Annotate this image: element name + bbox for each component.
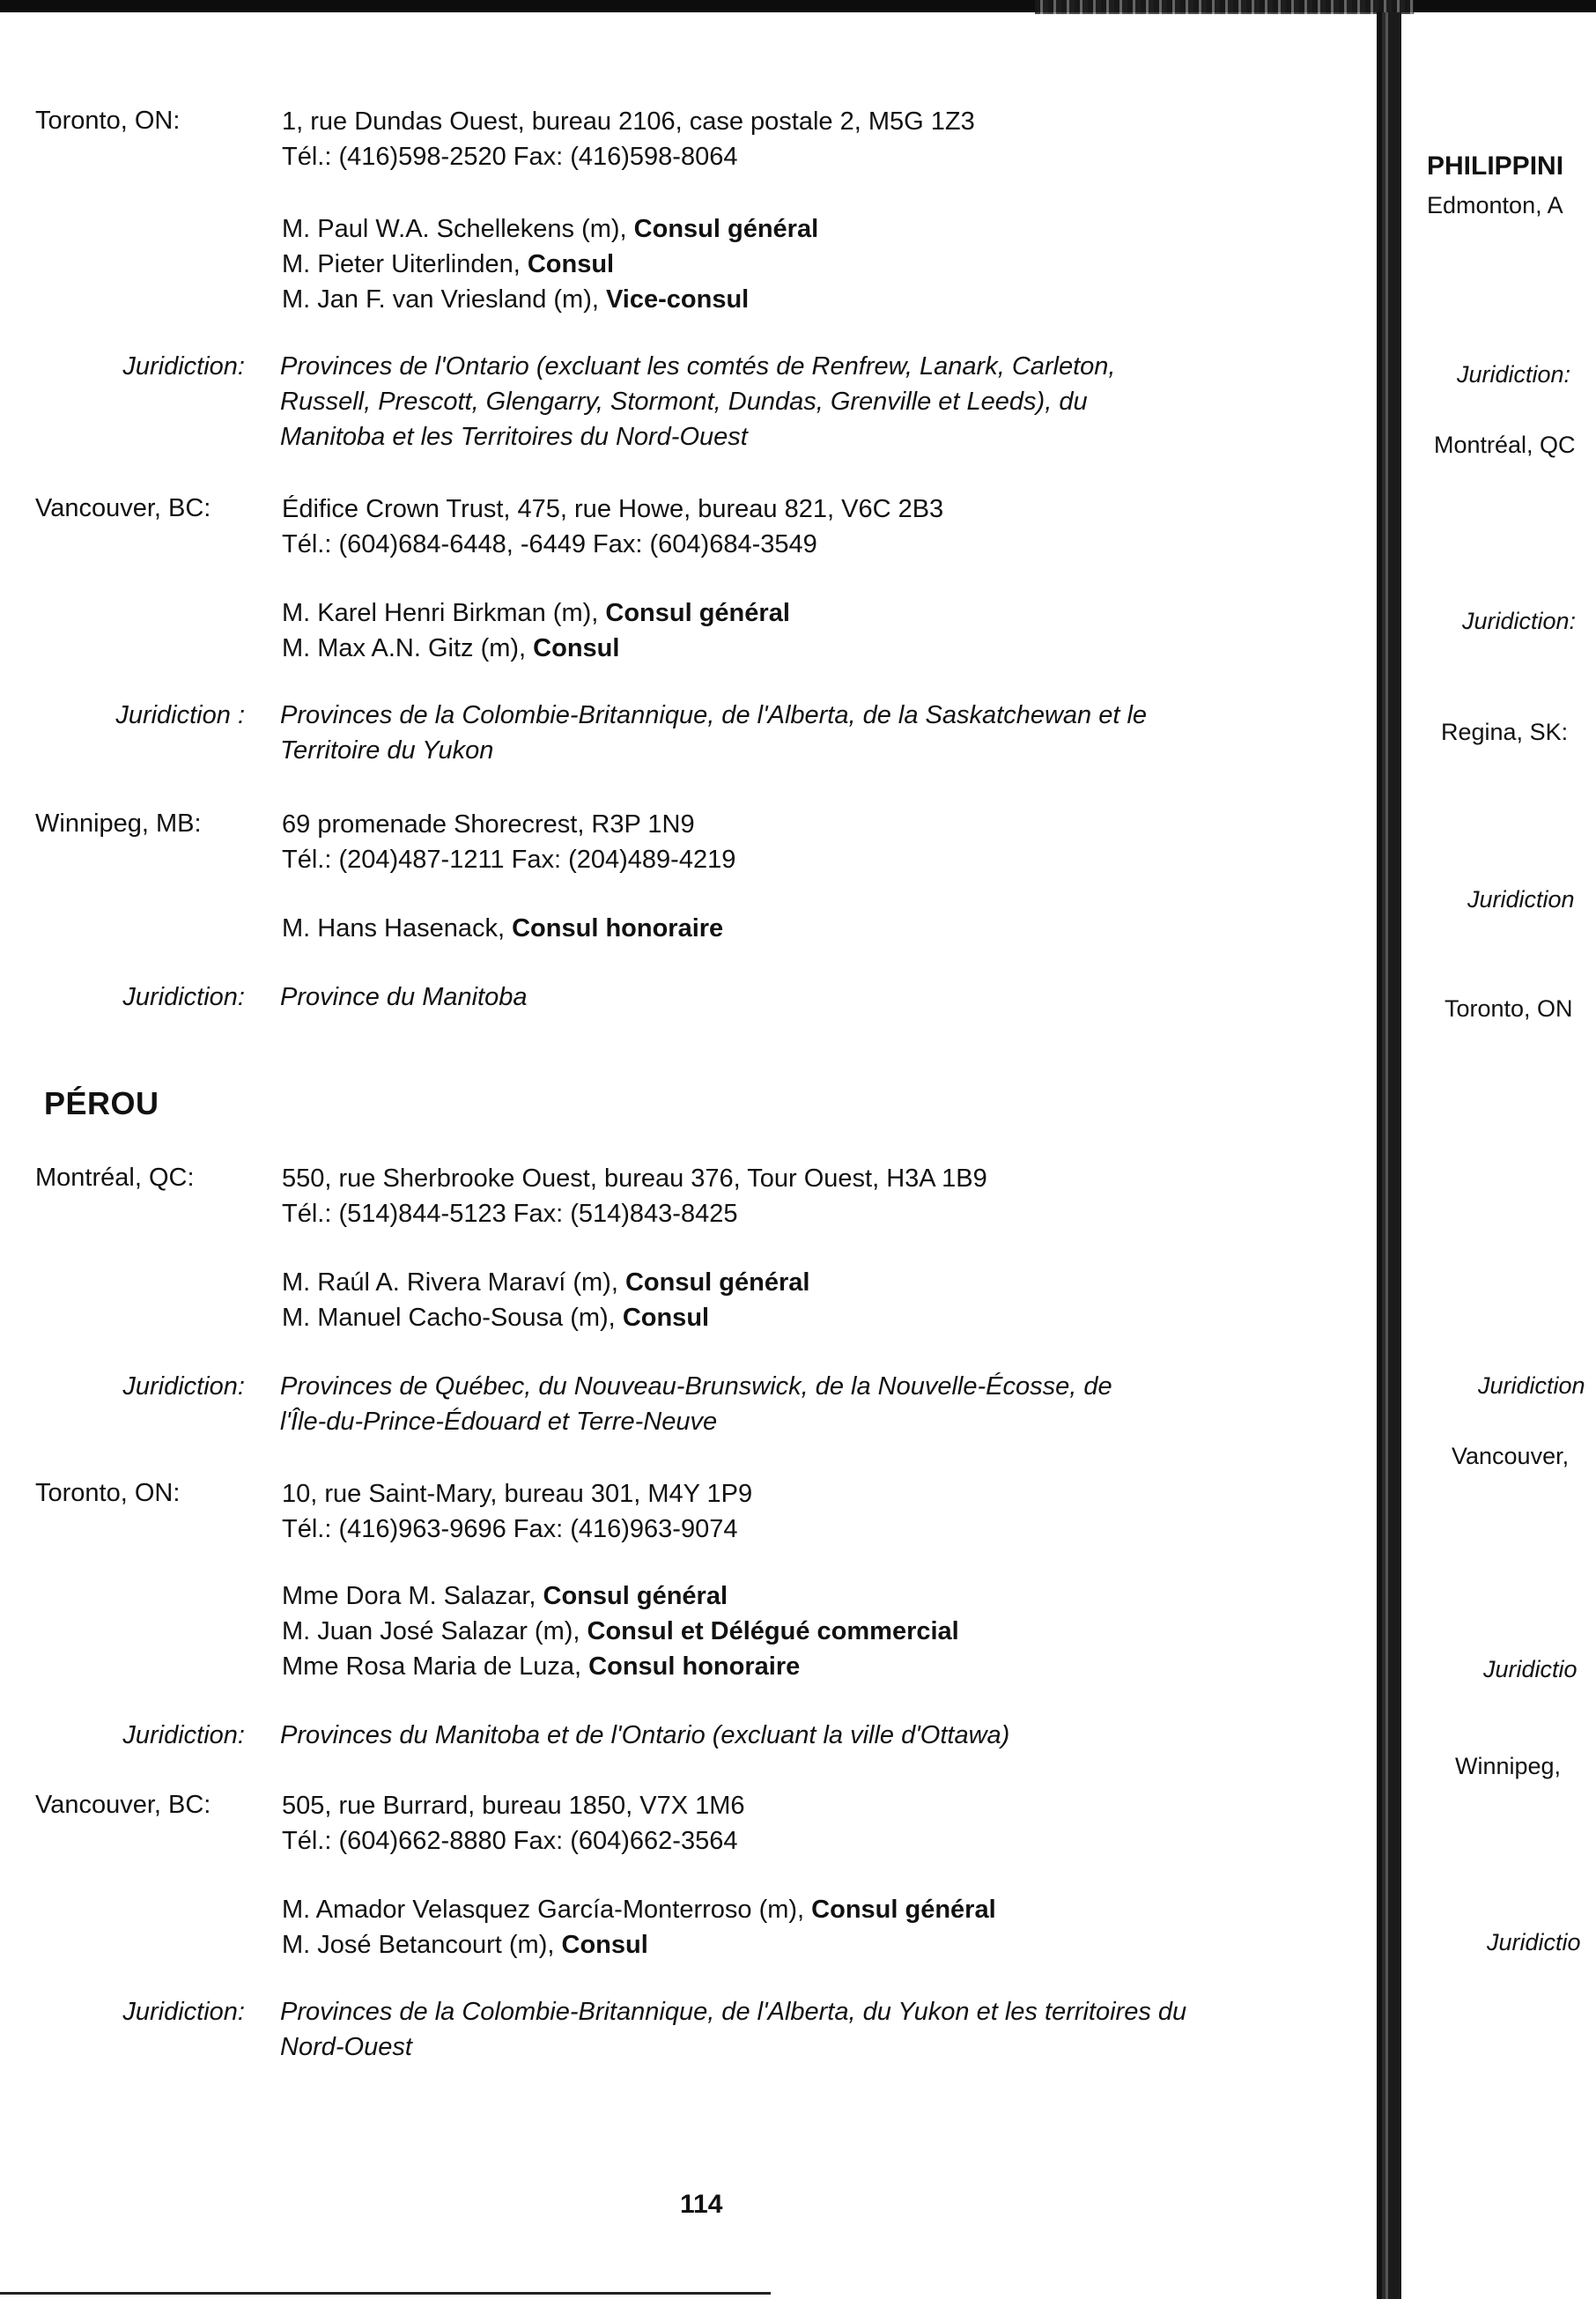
staff-list	[282, 595, 1374, 666]
jurisdiction-label: Juridiction:	[122, 983, 245, 1011]
staff-list	[282, 911, 1374, 946]
consulate-entry	[282, 1161, 1374, 1231]
consulate-entry	[282, 104, 1374, 174]
city-label: Edmonton, A	[1427, 192, 1563, 218]
jurisdiction-text: Provinces de la Colombie-Britannique, de l'Alberta, de la Saskatchewan et le Territoire du Yukon	[280, 701, 1148, 765]
phone-fax: Tél.: (416)598-2520 Fax: (416)598-8064	[282, 143, 738, 171]
jurisdiction-label: Juridiction:	[122, 1998, 245, 2026]
right-page-fragment	[1402, 0, 1596, 2299]
staff-member: M. Manuel Cacho-Sousa (m), Consul	[282, 1304, 710, 1332]
city-label: Montréal, QC	[1434, 432, 1576, 458]
city-label: Toronto, ON:	[35, 107, 181, 135]
address: 550, rue Sherbrooke Ouest, bureau 376, Tour Ouest, H3A 1B9	[282, 1164, 987, 1193]
jurisdiction-label: Juridiction:	[122, 1372, 245, 1401]
address: 1, rue Dundas Ouest, bureau 2106, case postale 2, M5G 1Z3	[282, 107, 975, 136]
staff-member: M. Amador Velasquez García-Monterroso (m), Consul général	[282, 1896, 996, 1924]
consulate-entry	[282, 492, 1374, 562]
city-label: Winnipeg, MB:	[35, 809, 202, 838]
staff-member: M. Karel Henri Birkman (m), Consul général	[282, 599, 790, 627]
staff-member: M. Hans Hasenack, Consul honoraire	[282, 914, 724, 943]
city-label: Toronto, ON:	[35, 1479, 181, 1507]
address: 10, rue Saint-Mary, bureau 301, M4Y 1P9	[282, 1480, 753, 1508]
jurisdiction-label: Juridiction:	[1457, 361, 1571, 388]
city-label: Winnipeg,	[1455, 1753, 1562, 1779]
staff-member: M. Raúl A. Rivera Maraví (m), Consul général	[282, 1268, 810, 1297]
jurisdiction-label: Juridiction:	[122, 352, 245, 381]
city-label: Vancouver, BC:	[35, 1791, 211, 1819]
phone-fax: Tél.: (514)844-5123 Fax: (514)843-8425	[282, 1200, 738, 1228]
city-label: Montréal, QC:	[35, 1164, 195, 1192]
city-label: Toronto, ON	[1445, 995, 1573, 1022]
jurisdiction-text: Provinces de l'Ontario (excluant les comtés de Renfrew, Lanark, Carleton, Russell, Prescott, Glengarry, Stormont, Dundas, Grenville et Leeds), du Manitoba et les Territoires du Nord-Ouest	[280, 352, 1116, 451]
jurisdiction-label: Juridiction	[1467, 886, 1575, 913]
consulate-entry	[282, 1788, 1374, 1859]
address: 69 promenade Shorecrest, R3P 1N9	[282, 810, 695, 839]
city-label: Regina, SK:	[1441, 719, 1569, 745]
consulate-entry	[282, 1476, 1374, 1547]
country-heading: PHILIPPINI	[1427, 152, 1564, 181]
staff-member: Mme Dora M. Salazar, Consul général	[282, 1582, 728, 1610]
staff-list	[282, 1892, 1374, 1963]
staff-list	[282, 1265, 1374, 1335]
staff-member: M. Max A.N. Gitz (m), Consul	[282, 634, 620, 662]
staff-member: M. Paul W.A. Schellekens (m), Consul général	[282, 215, 819, 243]
jurisdiction-label: Juridiction:	[122, 1721, 245, 1749]
staff-list	[282, 211, 1374, 317]
jurisdiction-label: Juridiction	[1478, 1372, 1585, 1399]
address: Édifice Crown Trust, 475, rue Howe, bureau 821, V6C 2B3	[282, 495, 944, 523]
jurisdiction-text: Provinces du Manitoba et de l'Ontario (excluant la ville d'Ottawa)	[280, 1721, 1010, 1749]
jurisdiction-text: Provinces de la Colombie-Britannique, de l'Alberta, du Yukon et les territoires du Nord-Ouest	[280, 1998, 1187, 2061]
staff-member: M. Jan F. van Vriesland (m), Vice-consul	[282, 285, 750, 314]
jurisdiction-label: Juridictio	[1483, 1656, 1578, 1682]
consulate-entry	[282, 807, 1374, 877]
address: 505, rue Burrard, bureau 1850, V7X 1M6	[282, 1792, 745, 1820]
staff-member: Mme Rosa Maria de Luza, Consul honoraire	[282, 1652, 801, 1681]
page-number: 114	[680, 2190, 723, 2219]
staff-list	[282, 1578, 1374, 1684]
jurisdiction-label: Juridictio	[1487, 1929, 1581, 1955]
page-gutter	[1377, 12, 1401, 2299]
phone-fax: Tél.: (604)662-8880 Fax: (604)662-3564	[282, 1827, 738, 1855]
phone-fax: Tél.: (204)487-1211 Fax: (204)489-4219	[282, 846, 736, 874]
phone-fax: Tél.: (604)684-6448, -6449 Fax: (604)684-3549	[282, 530, 817, 558]
jurisdiction-text: Province du Manitoba	[280, 983, 528, 1011]
jurisdiction-label: Juridiction :	[115, 701, 245, 729]
city-label: Vancouver, BC:	[35, 494, 211, 522]
jurisdiction-text: Provinces de Québec, du Nouveau-Brunswick, de la Nouvelle-Écosse, de l'Île-du-Prince-Édouard et Terre-Neuve	[280, 1372, 1112, 1436]
staff-member: M. Juan José Salazar (m), Consul et Délégué commercial	[282, 1617, 959, 1645]
city-label: Vancouver,	[1452, 1443, 1570, 1469]
staff-member: M. José Betancourt (m), Consul	[282, 1931, 648, 1959]
staff-member: M. Pieter Uiterlinden, Consul	[282, 250, 615, 278]
phone-fax: Tél.: (416)963-9696 Fax: (416)963-9074	[282, 1515, 738, 1543]
jurisdiction-label: Juridiction:	[1462, 608, 1577, 634]
country-heading: PÉROU	[44, 1085, 159, 1121]
